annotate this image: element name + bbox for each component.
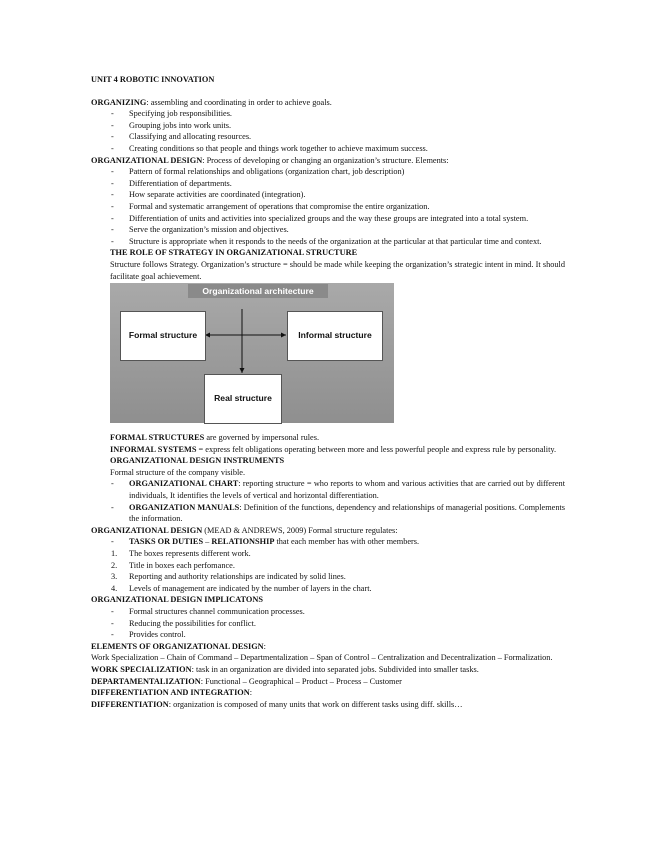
strategy-heading: THE ROLE OF STRATEGY IN ORGANIZATIONAL STRUCTURE — [110, 248, 358, 258]
strategy-text: Structure follows Strategy. Organization’s structure = should be made while keeping the organization’s strategic intent in mind. It should facilitate goal achievement. — [110, 259, 565, 281]
implications-heading: ORGANIZATIONAL DESIGN IMPLICATONS — [91, 595, 263, 605]
list-item: - Provides control. — [91, 629, 565, 641]
org-design-term: ORGANIZATIONAL DESIGN — [91, 155, 203, 165]
list-item: - Formal structures channel communication processes. — [91, 606, 565, 618]
diagram-header: Organizational architecture — [188, 284, 328, 298]
document-title: UNIT 4 ROBOTIC INNOVATION — [91, 75, 215, 84]
list-item: - How separate activities are coordinated (integration). — [91, 189, 565, 201]
list-item: - ORGANIZATIONAL CHART: reporting structure = who reports to whom and various activities that are carried out by different individuals, It identifies the levels of vertical and horizontal differentiation. — [91, 478, 565, 501]
regulates-paragraph: ORGANIZATIONAL DESIGN (MEAD & ANDREWS, 2009) Formal structure regulates: — [91, 525, 398, 535]
list-item: - Differentiation of departments. — [91, 178, 565, 190]
formal-structures-paragraph: FORMAL STRUCTURES are governed by impersonal rules. — [110, 433, 320, 443]
list-item: - Reducing the possibilities for conflict. — [91, 618, 565, 630]
list-item: - ORGANIZATION MANUALS: Definition of the functions, dependency and relationships of managerial positions. Complements the information. — [91, 502, 565, 525]
differentiation-integration-heading: DIFFERENTIATION AND INTEGRATION: — [91, 688, 253, 698]
list-item: - Formal and systematic arrangement of operations that compromise the entire organization. — [91, 201, 565, 213]
arrow-down-icon — [240, 368, 245, 373]
organizational-architecture-diagram — [110, 283, 394, 423]
document-page — [91, 74, 565, 710]
list-item: - Creating conditions so that people and things work together to achieve maximum success. — [91, 143, 565, 155]
instruments-list — [91, 478, 565, 524]
informal-systems-paragraph: INFORMAL SYSTEMS = express felt obligations operating between more and less powerful people and express rule by personality. — [110, 444, 557, 454]
departmentalization-paragraph: DEPARTAMENTALIZATION: Functional – Geographical – Product – Process – Customer — [91, 676, 402, 686]
list-item: 1. The boxes represents different work. — [111, 549, 251, 559]
list-item: - Serve the organization’s mission and objectives. — [91, 224, 565, 236]
formal-structure-box: Formal structure — [120, 311, 206, 361]
instruments-heading: ORGANIZATIONAL DESIGN INSTRUMENTS — [110, 456, 285, 466]
list-item: - Specifying job responsibilities. — [91, 108, 565, 120]
org-design-list — [91, 166, 565, 247]
elements-text: Work Specialization – Chain of Command – Departmentalization – Span of Control – Centralization and Decentralization – Formalization. — [91, 653, 553, 663]
regulates-list — [91, 536, 565, 548]
list-item: - Structure is appropriate when it responds to the needs of the organization at the particular at that particular time and context. — [91, 236, 565, 248]
informal-structure-box: Informal structure — [287, 311, 383, 361]
list-item: 3. Reporting and authority relationships are indicated by solid lines. — [111, 572, 346, 582]
list-item: - Grouping jobs into work units. — [91, 120, 565, 132]
real-structure-box: Real structure — [204, 374, 282, 424]
implications-list — [91, 606, 565, 641]
elements-heading: ELEMENTS OF ORGANIZATIONAL DESIGN: — [91, 641, 266, 651]
work-specialization-paragraph: WORK SPECIALIZATION: task in an organization are divided into separated jobs. Subdivided into smaller tasks. — [91, 664, 479, 674]
list-item: 2. Title in boxes each perfomance. — [111, 560, 235, 570]
list-item: - Pattern of formal relationships and obligations (organization chart, job description) — [91, 166, 565, 178]
list-item: - Differentiation of units and activities into specialized groups and the way these groups are integrated into a total system. — [91, 213, 565, 225]
differentiation-paragraph: DIFFERENTIATION: organization is composed of many units that work on different tasks using diff. skills… — [91, 699, 463, 709]
regulates-numbered-list — [91, 548, 565, 594]
instruments-intro: Formal structure of the company visible. — [110, 467, 246, 477]
organizing-list — [91, 108, 565, 154]
org-design-definition: ORGANIZATIONAL DESIGN: Process of developing or changing an organization’s structure. Elements: — [91, 155, 449, 165]
organizing-definition: ORGANIZING: assembling and coordinating in order to achieve goals. — [91, 97, 332, 107]
list-item: 4. Levels of management are indicated by the number of layers in the chart. — [111, 583, 372, 593]
arrow-right-icon — [281, 333, 286, 338]
organizing-term: ORGANIZING — [91, 97, 147, 107]
list-item: - Classifying and allocating resources. — [91, 131, 565, 143]
list-item: - TASKS OR DUTIES – RELATIONSHIP that each member has with other members. — [91, 536, 565, 548]
